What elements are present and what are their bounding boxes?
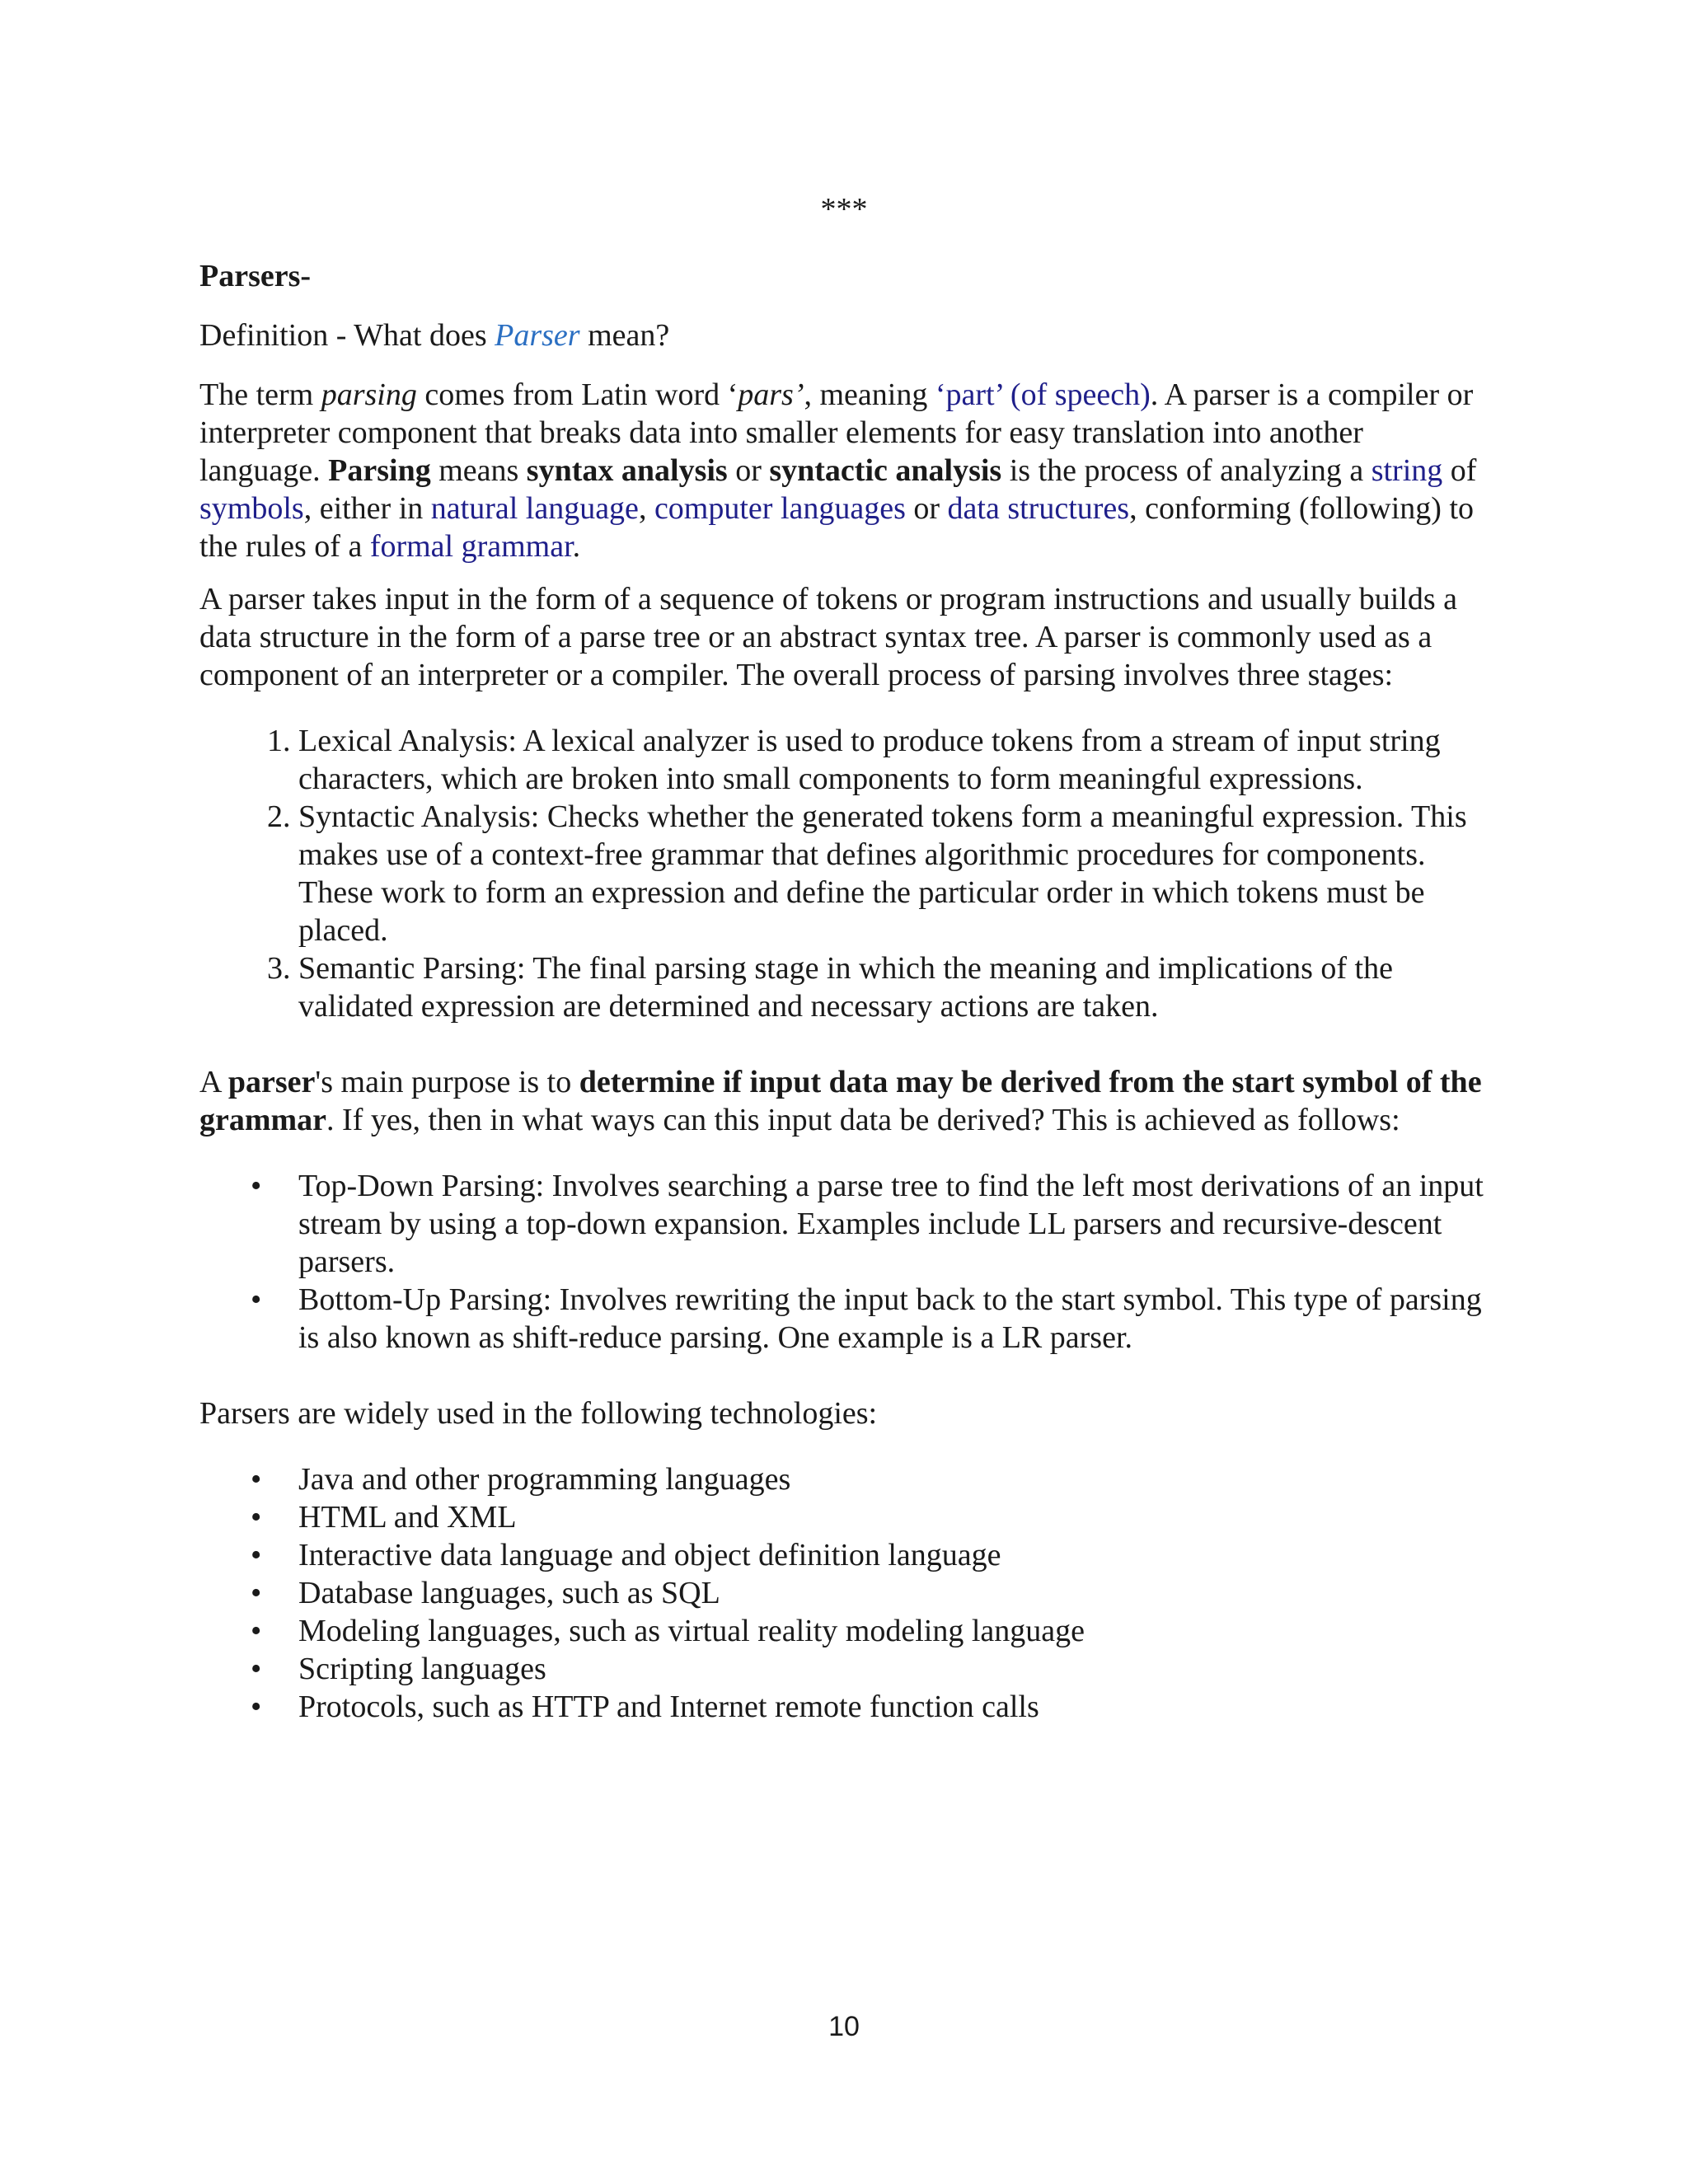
paragraph-parser-input: A parser takes input in the form of a sequence of tokens or program instructions and usually builds a data structure in the form of a parse tree or an abstract syntax tree. A parser is commonly used as a component of an interpreter or a compiler. The overall process of parsing involves three stages: bbox=[199, 582, 1457, 692]
text-run: The term bbox=[199, 377, 321, 412]
text-run: or bbox=[905, 491, 948, 526]
bullet-icon: • bbox=[251, 1169, 262, 1203]
link-symbols[interactable]: symbols bbox=[199, 491, 304, 526]
page-content bbox=[199, 257, 1487, 1726]
text-run: comes from Latin word ‘ bbox=[416, 377, 738, 412]
technologies-list bbox=[199, 1460, 1487, 1726]
bold-term-parsing: Parsing bbox=[328, 453, 431, 488]
list-item bbox=[251, 1650, 1487, 1688]
link-natural-language[interactable]: natural language bbox=[430, 491, 639, 526]
paragraph-parser-purpose bbox=[199, 1063, 1487, 1139]
bullet-icon: • bbox=[251, 1500, 262, 1535]
list-item-text: Top-Down Parsing: Involves searching a parse tree to find the left most derivations of an input stream by using a top-down expansion. Examples include LL parsers and recursive-descent parsers. bbox=[298, 1169, 1484, 1279]
definition-term: Parser bbox=[495, 318, 580, 353]
text-run: , meaning bbox=[804, 377, 935, 412]
text-run: , either in bbox=[303, 491, 431, 526]
paragraph-parsing-term bbox=[199, 376, 1487, 565]
text-run: , conforming (following) to the rules of a bbox=[199, 491, 1475, 564]
text-run: of bbox=[1442, 453, 1477, 488]
italic-term-parsing: parsing bbox=[321, 377, 417, 412]
list-item bbox=[251, 1536, 1487, 1574]
list-item bbox=[251, 1574, 1487, 1612]
list-item bbox=[251, 1688, 1487, 1726]
list-item-text: Modeling languages, such as virtual reality modeling language bbox=[298, 1614, 1085, 1648]
list-item bbox=[251, 1612, 1487, 1650]
list-item-text: Database languages, such as SQL bbox=[298, 1576, 720, 1610]
bullet-icon: • bbox=[251, 1690, 262, 1724]
list-item-text: Java and other programming languages bbox=[298, 1462, 791, 1497]
definition-line bbox=[199, 316, 1487, 354]
list-item-text: HTML and XML bbox=[298, 1500, 517, 1535]
italic-term-pars: pars’ bbox=[738, 377, 804, 412]
link-string[interactable]: string bbox=[1371, 453, 1443, 488]
bold-term-syntax-analysis: syntax analysis bbox=[526, 453, 728, 488]
text-run: . bbox=[572, 529, 581, 564]
list-item bbox=[251, 1498, 1487, 1536]
list-item bbox=[251, 1281, 1487, 1357]
link-part-of-speech[interactable]: ‘part’ (of speech) bbox=[935, 377, 1151, 412]
link-data-structures[interactable]: data structures bbox=[947, 491, 1130, 526]
bullet-icon: • bbox=[251, 1614, 262, 1648]
list-item-text: Bottom-Up Parsing: Involves rewriting the input back to the start symbol. This type of parsing is also known as shift-reduce parsing. One example is a LR parser. bbox=[298, 1282, 1482, 1355]
paragraph-technologies-intro: Parsers are widely used in the following technologies: bbox=[199, 1396, 878, 1431]
list-item bbox=[251, 1167, 1487, 1281]
parsing-stages-list bbox=[199, 722, 1487, 1025]
bold-term-syntactic-analysis: syntactic analysis bbox=[769, 453, 1002, 488]
text-run: . A parser is a compiler or interpreter component that breaks data into smaller elements for easy translation into another language. bbox=[199, 377, 1474, 488]
list-item-text: Protocols, such as HTTP and Internet remote function calls bbox=[298, 1690, 1039, 1724]
text-run: A bbox=[199, 1065, 228, 1099]
definition-prefix: Definition - What does bbox=[199, 318, 495, 353]
text-run: , bbox=[638, 491, 654, 526]
definition-suffix: mean? bbox=[579, 318, 670, 353]
section-heading: Parsers- bbox=[199, 259, 312, 293]
text-run: 's main purpose is to bbox=[315, 1065, 579, 1099]
list-item-text: Interactive data language and object definition language bbox=[298, 1538, 1001, 1572]
bullet-icon: • bbox=[251, 1576, 262, 1610]
text-run: means bbox=[430, 453, 527, 488]
list-item: 1. Lexical Analysis: A lexical analyzer is used to produce tokens from a stream of input string characters, which are broken into small components to form meaningful expressions. bbox=[298, 722, 1487, 798]
text-run: or bbox=[727, 453, 770, 488]
page-number: 10 bbox=[828, 2011, 860, 2042]
bold-term-parser: parser bbox=[227, 1065, 316, 1099]
list-item-text: Scripting languages bbox=[298, 1652, 546, 1686]
list-item bbox=[251, 1460, 1487, 1498]
text-run: . If yes, then in what ways can this input data be derived? This is achieved as follows: bbox=[326, 1103, 1400, 1137]
bullet-icon: • bbox=[251, 1538, 262, 1572]
link-computer-languages[interactable]: computer languages bbox=[654, 491, 906, 526]
bold-purpose-statement: determine if input data may be derived from the start symbol of the grammar bbox=[199, 1065, 1482, 1137]
section-separator: *** bbox=[820, 192, 868, 227]
bullet-icon: • bbox=[251, 1652, 262, 1686]
link-formal-grammar[interactable]: formal grammar bbox=[369, 529, 573, 564]
text-run: is the process of analyzing a bbox=[1001, 453, 1372, 488]
parsing-approaches-list bbox=[199, 1167, 1487, 1357]
list-item: 2. Syntactic Analysis: Checks whether the generated tokens form a meaningful expression. This makes use of a context-free grammar that defines algorithmic procedures for components. These work to form an expression and define the particular order in which tokens must be placed. bbox=[298, 798, 1487, 949]
bullet-icon: • bbox=[251, 1282, 262, 1317]
bullet-icon: • bbox=[251, 1462, 262, 1497]
list-item: 3. Semantic Parsing: The final parsing stage in which the meaning and implications of the validated expression are determined and necessary actions are taken. bbox=[298, 949, 1487, 1025]
